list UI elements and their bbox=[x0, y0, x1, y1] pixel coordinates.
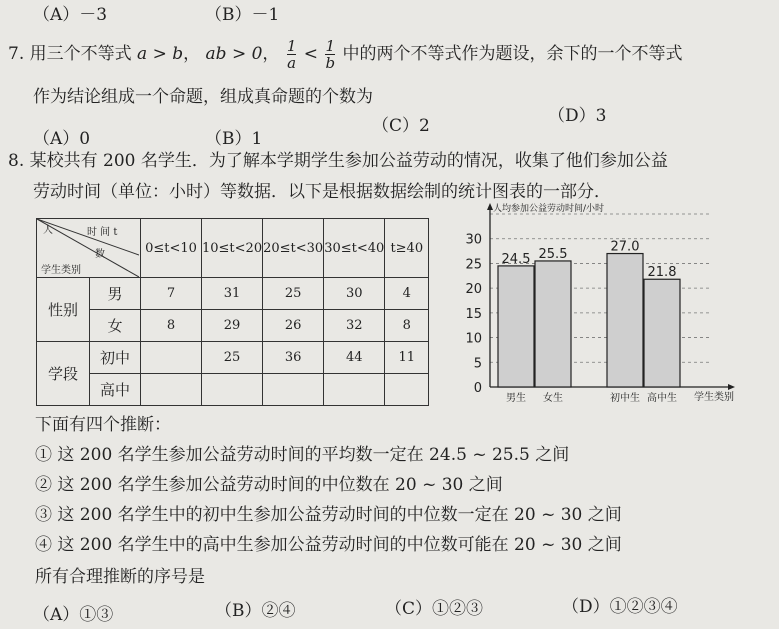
table-row bbox=[37, 342, 429, 374]
q8-line1 bbox=[8, 150, 668, 172]
q8-option-c: （C）①②③ bbox=[385, 599, 484, 619]
table-cell: 7 bbox=[141, 278, 202, 310]
q7-frac2-num: 1 bbox=[325, 37, 336, 55]
column-header: t≥40 bbox=[385, 219, 429, 278]
q8-option-a: （A）①③ bbox=[33, 605, 114, 625]
q7-ineq1: a > b bbox=[137, 44, 184, 64]
statements-intro: 下面有四个推断： bbox=[35, 415, 171, 435]
table-header-row bbox=[37, 219, 429, 278]
q7-fraction-2 bbox=[325, 38, 335, 71]
q7-option-a: （A）0 bbox=[33, 129, 91, 149]
table-cell: 11 bbox=[385, 342, 429, 374]
x-category-label: 女生 bbox=[543, 393, 563, 404]
corner-label-people: 人 bbox=[43, 225, 53, 236]
column-header: 10≤t<20 bbox=[202, 219, 263, 278]
x-category-label: 男生 bbox=[506, 393, 526, 404]
y-tick-label: 20 bbox=[465, 282, 482, 298]
bar bbox=[644, 279, 680, 387]
q8-text-1: 某校共有 200 名学生．为了解本学期学生参加公益劳动的情况，收集了他们参加公益 bbox=[29, 151, 668, 171]
table-cell bbox=[141, 374, 202, 406]
table-cell: 26 bbox=[263, 310, 324, 342]
table-cell: 8 bbox=[141, 310, 202, 342]
table-cell: 36 bbox=[263, 342, 324, 374]
x-axis-title: 学生类别 bbox=[694, 392, 734, 403]
q7-ineq2: ab > 0 bbox=[205, 44, 263, 64]
column-header: 30≤t<40 bbox=[324, 219, 385, 278]
corner-label-count: 数 bbox=[95, 249, 105, 260]
table-cell: 25 bbox=[202, 342, 263, 374]
statement-2: ② 这 200 名学生参加公益劳动时间的中位数在 20 ~ 30 之间 bbox=[35, 475, 503, 495]
q7-line2: 作为结论组成一个命题，组成真命题的个数为 bbox=[33, 87, 373, 107]
row-label: 男 bbox=[90, 278, 141, 310]
statement-3: ③ 这 200 名学生中的初中生参加公益劳动时间的中位数一定在 20 ~ 30 之间 bbox=[35, 505, 622, 525]
y-tick-label: 0 bbox=[473, 381, 482, 396]
row-label: 高中 bbox=[90, 374, 141, 406]
bar-value-label: 21.8 bbox=[647, 265, 677, 281]
bar-value-label: 27.0 bbox=[610, 239, 640, 255]
y-axis-title: 人均参加公益劳动时间/小时 bbox=[493, 204, 605, 214]
q7-option-d: （D）3 bbox=[548, 106, 607, 126]
q7-sep2: ， bbox=[262, 44, 280, 64]
q7-number: 7. bbox=[8, 44, 25, 64]
q7-frac1-num: 1 bbox=[286, 37, 297, 55]
y-tick-label: 15 bbox=[465, 306, 482, 322]
bar bbox=[607, 254, 643, 387]
q6-option-b: （B）－1 bbox=[205, 5, 280, 25]
corner-label-time: 时 间 t bbox=[87, 227, 118, 238]
frequency-table bbox=[36, 218, 429, 406]
q7-frac1-den: a bbox=[287, 54, 297, 72]
x-axis-arrow bbox=[728, 384, 735, 390]
table-row bbox=[37, 310, 429, 342]
group-label-stage: 学段 bbox=[37, 342, 90, 406]
statement-1: ① 这 200 名学生参加公益劳动时间的平均数一定在 24.5 ~ 25.5 之间 bbox=[35, 445, 570, 465]
q8-option-b: （B）②④ bbox=[215, 601, 296, 621]
x-category-label: 初中生 bbox=[610, 393, 640, 404]
q8-number: 8. bbox=[8, 151, 25, 171]
table-cell: 30 bbox=[324, 278, 385, 310]
table-cell bbox=[385, 374, 429, 406]
table-row bbox=[37, 374, 429, 406]
column-header: 20≤t<30 bbox=[263, 219, 324, 278]
q7-less-than: < bbox=[303, 44, 319, 64]
y-tick-label: 25 bbox=[465, 257, 482, 273]
statement-4: ④ 这 200 名学生中的高中生参加公益劳动时间的中位数可能在 20 ~ 30 之间 bbox=[35, 535, 622, 555]
table-cell: 31 bbox=[202, 278, 263, 310]
group-label-gender: 性别 bbox=[37, 278, 90, 342]
y-tick-label: 10 bbox=[465, 331, 482, 347]
table-cell: 32 bbox=[324, 310, 385, 342]
table-corner-header bbox=[37, 219, 141, 278]
corner-label-category: 学生类别 bbox=[41, 265, 81, 276]
table-cell bbox=[324, 374, 385, 406]
table-row bbox=[37, 278, 429, 310]
q7-option-c: （C）2 bbox=[372, 116, 430, 136]
bar-chart bbox=[450, 200, 760, 410]
x-category-label: 高中生 bbox=[647, 393, 677, 404]
table-cell: 4 bbox=[385, 278, 429, 310]
bar-value-label: 25.5 bbox=[538, 246, 568, 262]
table-cell: 25 bbox=[263, 278, 324, 310]
bar bbox=[498, 266, 534, 387]
q6-option-a: （A）－3 bbox=[33, 5, 108, 25]
table-cell bbox=[202, 374, 263, 406]
table-cell: 8 bbox=[385, 310, 429, 342]
table-cell: 44 bbox=[324, 342, 385, 374]
column-header: 0≤t<10 bbox=[141, 219, 202, 278]
q7-fraction-1 bbox=[287, 38, 297, 71]
q7-text-post: 中的两个不等式作为题设，余下的一个不等式 bbox=[342, 44, 683, 64]
q8-line2: 劳动时间（单位：小时）等数据．以下是根据数据绘制的统计图表的一部分． bbox=[33, 182, 611, 202]
bar-value-label: 24.5 bbox=[501, 251, 531, 267]
y-tick-label: 30 bbox=[465, 232, 482, 248]
q7-option-b: （B）1 bbox=[205, 129, 263, 149]
row-label: 女 bbox=[90, 310, 141, 342]
q7-text-pre: 用三个不等式 bbox=[29, 44, 132, 64]
q7-sep1: ， bbox=[183, 44, 201, 64]
table-cell: 29 bbox=[202, 310, 263, 342]
q8-question: 所有合理推断的序号是 bbox=[35, 567, 205, 587]
row-label: 初中 bbox=[90, 342, 141, 374]
table-cell bbox=[263, 374, 324, 406]
q8-option-d: （D）①②③④ bbox=[562, 597, 678, 617]
q7-frac2-den: b bbox=[325, 54, 336, 72]
bar bbox=[535, 261, 571, 387]
q7-line1 bbox=[8, 38, 682, 71]
y-tick-label: 5 bbox=[473, 356, 482, 372]
table-cell bbox=[141, 342, 202, 374]
